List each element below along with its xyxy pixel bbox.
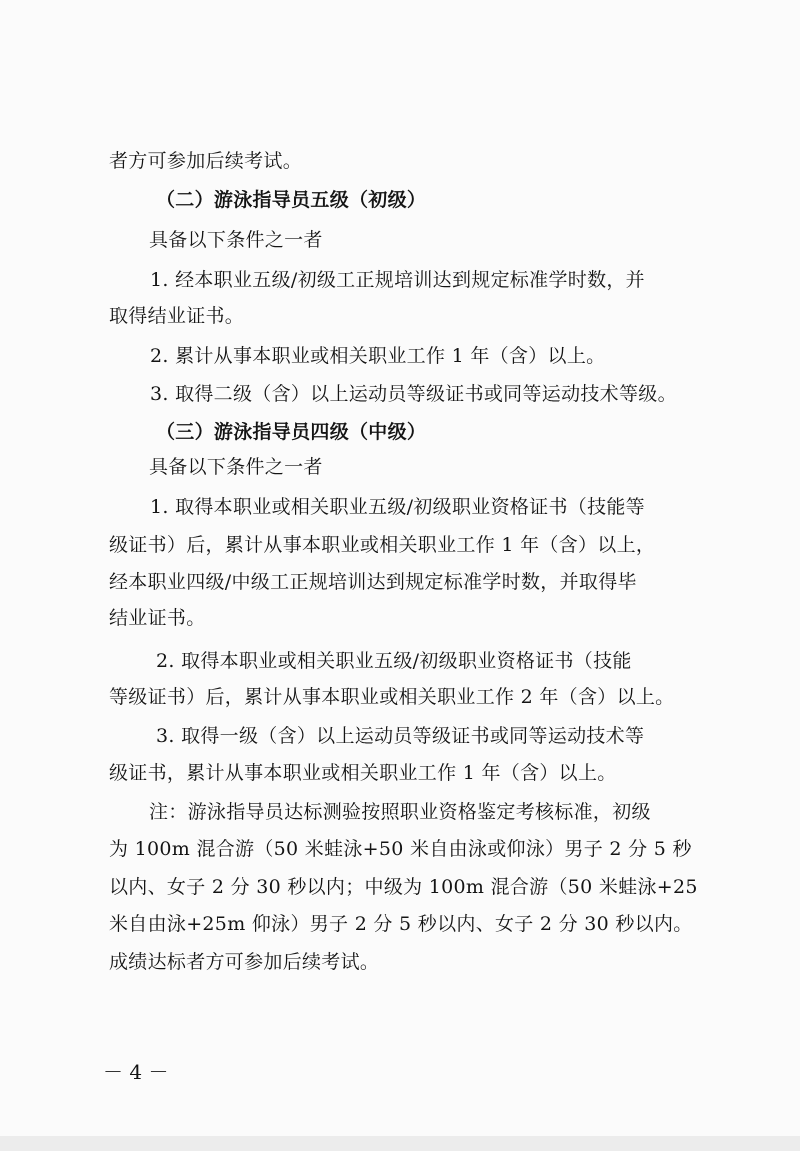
text-line: 为 100m 混合游（50 米蛙泳+50 米自由泳或仰泳）男子 2 分 5 秒 xyxy=(109,838,692,860)
text-line: 米自由泳+25m 仰泳）男子 2 分 5 秒以内、女子 2 分 30 秒以内。 xyxy=(109,913,693,935)
text-line: 等级证书）后，累计从事本职业或相关职业工作 2 年（含）以上。 xyxy=(109,686,675,708)
text-line: 3. 取得二级（含）以上运动员等级证书或同等运动技术等级。 xyxy=(150,383,677,405)
text-line: 结业证书。 xyxy=(109,607,206,629)
text-line: 2. 取得本职业或相关职业五级/初级职业资格证书（技能 xyxy=(156,650,632,672)
text-line: 具备以下条件之一者 xyxy=(149,456,323,478)
page-number: － 4 － xyxy=(103,1060,169,1084)
text-line: 级证书）后，累计从事本职业或相关职业工作 1 年（含）以上， xyxy=(109,534,656,556)
page-bottom-edge xyxy=(0,1136,800,1151)
section-heading-level-5: （二）游泳指导员五级（初级） xyxy=(156,189,427,211)
text-line: 注：游泳指导员达标测验按照职业资格鉴定考核标准，初级 xyxy=(149,801,651,823)
text-line: 级证书，累计从事本职业或相关职业工作 1 年（含）以上。 xyxy=(109,762,617,784)
text-line: 2. 累计从事本职业或相关职业工作 1 年（含）以上。 xyxy=(150,345,606,367)
text-line: 成绩达标者方可参加后续考试。 xyxy=(109,951,380,973)
text-line: 经本职业四级/中级工正规培训达到规定标准学时数，并取得毕 xyxy=(109,571,637,593)
text-line: 具备以下条件之一者 xyxy=(149,229,323,251)
text-line: 1. 经本职业五级/初级工正规培训达到规定标准学时数，并 xyxy=(150,269,645,291)
text-line: 以内、女子 2 分 30 秒以内；中级为 100m 混合游（50 米蛙泳+25 xyxy=(109,876,698,898)
section-heading-level-4: （三）游泳指导员四级（中级） xyxy=(156,421,427,443)
text-line: 3. 取得一级（含）以上运动员等级证书或同等运动技术等 xyxy=(156,725,645,747)
text-line: 取得结业证书。 xyxy=(109,305,245,327)
text-line: 者方可参加后续考试。 xyxy=(109,150,303,172)
text-line: 1. 取得本职业或相关职业五级/初级职业资格证书（技能等 xyxy=(150,496,645,518)
